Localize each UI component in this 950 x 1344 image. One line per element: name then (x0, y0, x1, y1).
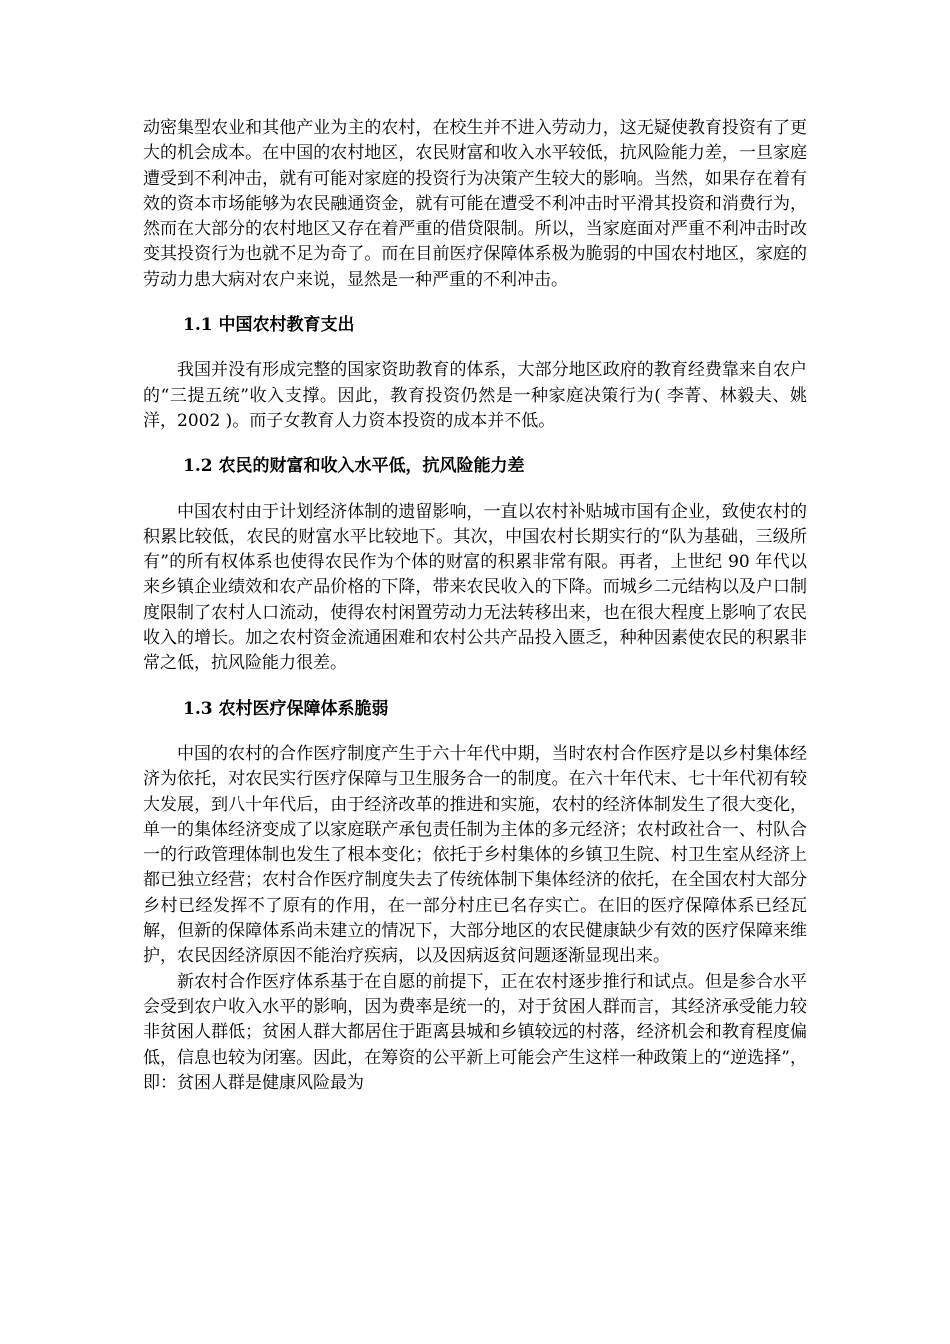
document-body (143, 116, 807, 1096)
section-1-3-paragraph-2: 新农村合作医疗体系基于在自愿的前提下，正在农村逐步推行和试点。但是参合水平会受到农户收入水平的影响，因为费率是统一的，对于贫困人群而言，其经济承受能力较非贫困人群低；贫困人群大都居住于距离县城和乡镇较远的村落，经济机会和教育程度偏低，信息也较为闭塞。因此，在筹资的公平新上可能会产生这样一种政策上的“逆选择”，即：贫困人群是健康风险最为 (143, 971, 807, 1093)
intro-paragraph: 动密集型农业和其他产业为主的农村，在校生并不进入劳动力，这无疑使教育投资有了更大的机会成本。在中国的农村地区，农民财富和收入水平较低，抗风险能力差，一旦家庭遭受到不利冲击，就有可能对家庭的投资行为决策产生较大的影响。当然，如果存在着有效的资本市场能够为农民融通资金，就有可能在遭受不利冲击时平滑其投资和消费行为，然而在大部分的农村地区又存在着严重的借贷限制。所以，当家庭面对严重不利冲击时改变其投资行为也就不足为奇了。而在目前医疗保障体系极为脆弱的中国农村地区，家庭的劳动力患大病对农户来说，显然是一种严重的不利冲击。 (143, 118, 807, 290)
section-heading-1-2: 1.2 农民的财富和收入水平低，抗风险能力差 (183, 456, 525, 477)
section-1-1-paragraph: 我国并没有形成完整的国家资助教育的体系，大部分地区政府的教育经费靠来自农户的“三提五统”收入支撑。因此，教育投资仍然是一种家庭决策行为( 李菁、林毅夫、姚洋，2002 )。而子女教育人力资本投资的成本并不低。 (143, 360, 807, 431)
section-1-3-paragraph-1: 中国的农村的合作医疗制度产生于六十年代中期，当时农村合作医疗是以乡村集体经济为依托，对农民实行医疗保障与卫生服务合一的制度。在六十年代末、七十年代初有较大发展，到八十年代后，由于经济改革的推进和实施，农村的经济体制发生了很大变化，单一的集体经济变成了以家庭联产承包责任制为主体的多元经济；农村政社合一、村队合一的行政管理体制也发生了根本变化；依托于乡村集体的乡镇卫生院、村卫生室从经济上都已独立经营；农村合作医疗制度失去了传统体制下集体经济的依托，在全国农村大部分乡村已经发挥不了原有的作用，在一部分村庄已名存实亡。在旧的医疗保障体系已经瓦解，但新的保障体系尚未建立的情况下，大部分地区的农民健康缺少有效的医疗保障来维护，农民因经济原因不能治疗疾病，以及因病返贫问题逐渐显现出来。 (143, 743, 807, 967)
section-1-2-paragraph: 中国农村由于计划经济体制的遗留影响，一直以农村补贴城市国有企业，致使农村的积累比较低，农民的财富水平比较地下。其次，中国农村长期实行的“队为基础，三级所有”的所有权体系也使得农民作为个体的财富的积累非常有限。再者，上世纪 90 年代以来乡镇企业绩效和农产品价格的下降，带来农民收入的下降。而城乡二元结构以及户口制度限制了农村人口流动，使得农村闲置劳动力无法转移出来，也在很大程度上影响了农民收入的增长。加之农村资金流通困难和农村公共产品投入匮乏，种种因素使农民的积累非常之低，抗风险能力很差。 (143, 501, 807, 674)
section-heading-1-1: 1.1 中国农村教育支出 (183, 315, 355, 336)
section-heading-1-3: 1.3 农村医疗保障体系脆弱 (183, 698, 389, 719)
